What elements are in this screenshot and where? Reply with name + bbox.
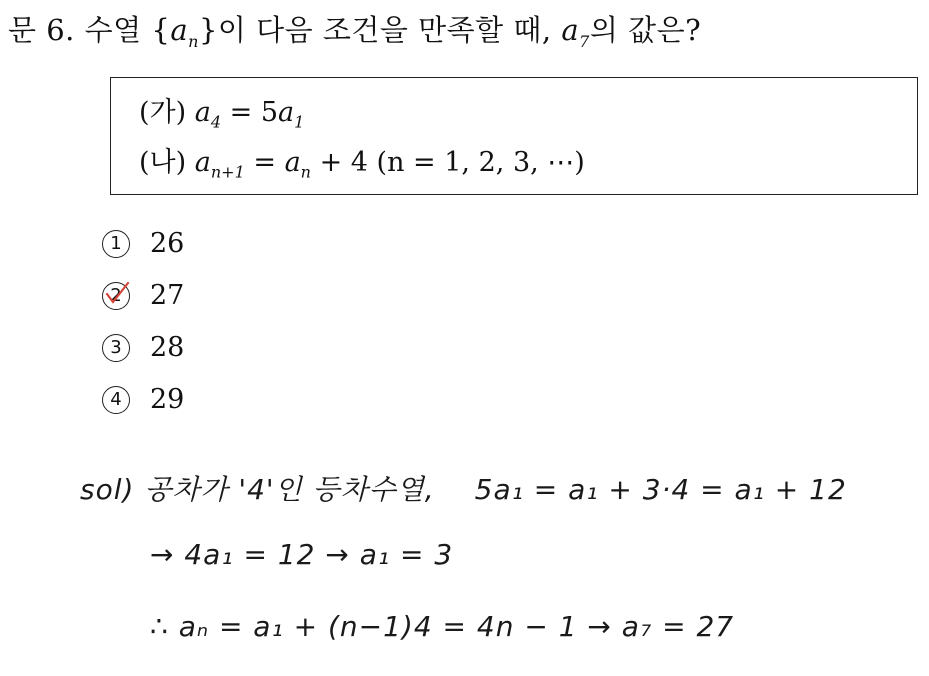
choice-2[interactable] [102, 280, 184, 311]
choice-3-marker: 3 [102, 334, 130, 362]
choice-1[interactable] [102, 228, 184, 259]
question-text-after: 이 다음 조건을 만족할 때, [217, 13, 552, 47]
solution-line-1b: 5a₁ = a₁ + 3·4 = a₁ + 12 [474, 473, 847, 506]
solution-line-3: ∴ aₙ = a₁ + (n−1)4 = 4n − 1 → a₇ = 27 [150, 610, 735, 643]
choice-3[interactable] [102, 332, 184, 363]
question-number: 6. [46, 13, 75, 47]
choice-4-value: 29 [150, 384, 185, 415]
choice-4[interactable] [102, 384, 184, 415]
solution-line-2: → 4a₁ = 12 → a₁ = 3 [150, 538, 454, 571]
question-text-end: 의 값은? [589, 13, 702, 47]
choice-3-value: 28 [150, 332, 185, 363]
choice-1-marker: 1 [102, 230, 130, 258]
condition-ga: (가) $a_4 = 5a_1$ [139, 97, 305, 132]
solution-line-1 [80, 468, 847, 508]
question-prefix: 문 [8, 13, 37, 47]
sequence-notation: $\{a_n\}$ [151, 13, 218, 51]
choice-1-value: 26 [150, 228, 185, 259]
check-mark-icon [101, 279, 131, 309]
condition-box [110, 77, 918, 195]
target-term: $a_7$ [561, 13, 590, 51]
question-text [8, 8, 701, 51]
solution-line-1a: sol) 공차가 '4'인 등차수열, [80, 473, 435, 506]
choice-2-value: 27 [150, 280, 185, 311]
choice-2-marker: 2 [102, 282, 130, 310]
condition-na: (나) $a_{n+1} = a_n + 4$ (n = 1, 2, 3, ⋯) [139, 147, 585, 182]
choice-4-marker: 4 [102, 386, 130, 414]
question-text-before: 수열 [84, 13, 142, 47]
